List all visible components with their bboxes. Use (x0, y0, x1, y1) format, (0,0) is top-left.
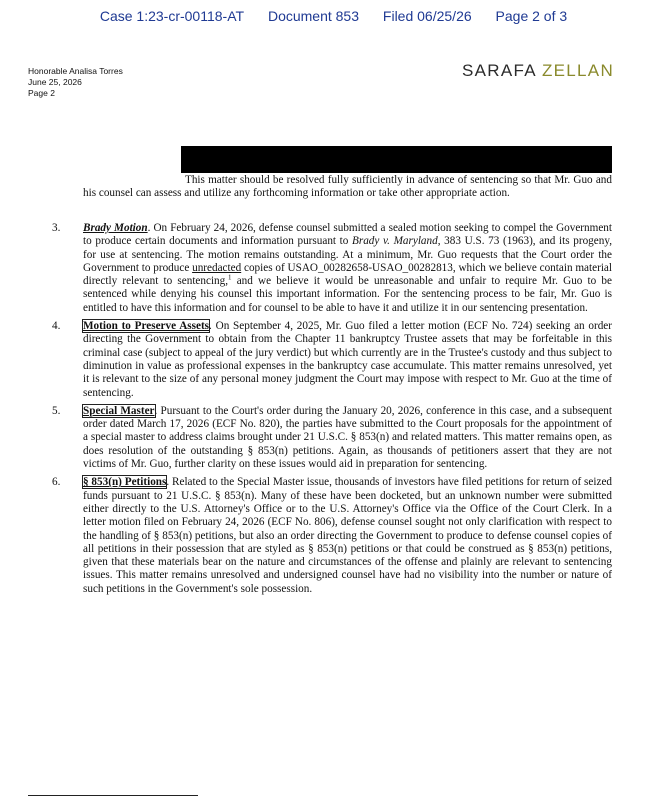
recipient-name: Honorable Analisa Torres (28, 66, 123, 76)
letter-date: June 25, 2026 (28, 77, 82, 87)
case-citation: Brady v. Maryland (352, 235, 438, 248)
footnote-marker: 1 (228, 273, 232, 282)
redaction-bar (181, 146, 612, 173)
list-item-motion-to-preserve-assets (52, 320, 612, 400)
list-item-brady-motion (52, 222, 612, 315)
letterhead-recipient-block (28, 66, 123, 99)
logo-part-2: ZELLAN (535, 61, 615, 80)
item-number: 3. (52, 222, 61, 234)
heading-suffix: . (166, 476, 170, 489)
underlined-term: unredacted (192, 261, 242, 274)
item-number: 5. (52, 404, 61, 417)
document-number: Document 853 (267, 8, 360, 24)
footnote-divider (28, 795, 198, 796)
item-body: Related to the Special Master issue, thousands of investors have filed petitions for return of seized funds pursuant to 21 U.S.C. § 853(n). Many of these have been docketed, but an unknown number were submitted either directly to the U.S. Attorney's Office or to the U.S. Attorney's Office via the Office of the Court Clerk. In a letter motion filed on February 24, 2026 (ECF No. 806), defense counsel sought not only clarification with respect to the handling of § 853(n) petitions, but also an order directing the Government to produce to defense counsel copies of all petitions in their possession that are styled as § 853(n) petitions or that could be construed as § 853(n) petitions, given that these materials bear on the nature and circumstances of the offense and plainly are relevant to sentencing issues. This matter remains unresolved and undersigned counsel have had no visibility into the number or nature of such petitions in the Government's sole possession. (83, 476, 612, 595)
continuation-paragraph (83, 174, 612, 201)
heading-suffix: . (209, 320, 212, 333)
list-item-853n-petitions (52, 476, 612, 596)
item-body-part: copies of USAO_00282658-USAO_00282813, which we believe contain material directly relevant to sentencing, (83, 261, 613, 288)
item-number: 4. (52, 320, 61, 333)
item-number: 6. (52, 476, 61, 489)
item-body-part: , 383 U.S. 73 (1963), and its progeny, for use at sentencing. The motion remains outstanding. At a minimum, Mr. Guo requests that the Court order the Government to produce (83, 235, 612, 274)
item-body: On September 4, 2025, Mr. Guo filed a letter motion (ECF No. 724) seeking an order directing the Government to obtain from the Chapter 11 bankruptcy Trustee assets that may be forfeitable in this criminal case (subject to appeal of the jury verdict) but which currently are in the Trustee's custody and thus subject to diminution in value as professional expenses in the bankruptcy case accumulate. This matter remains unresolved, yet it is relevant to the size of any personal money judgment the Court may impose with respect to Mr. Guo at the time of sentencing. (83, 320, 612, 399)
item-heading: § 853(n) Petitions (83, 476, 167, 489)
item-body-part: On February 24, 2026, defense counsel submitted a sealed motion seeking to compel the Government to produce certain documents and information pursuant to (83, 222, 612, 248)
item-heading: Special Master (83, 404, 155, 417)
ecf-header (0, 8, 667, 24)
case-number: Case 1:23-cr-00118-AT (99, 8, 245, 24)
page-count: Page 2 of 3 (495, 8, 568, 24)
list-item-special-master (52, 405, 612, 471)
logo-part-1: SARAFA (462, 61, 536, 80)
item-heading: Motion to Preserve Assets (83, 320, 210, 333)
item-body: Pursuant to the Court's order during the January 20, 2026, conference in this case, and a subsequent order dated March 17, 2026 (ECF No. 820), the parties have submitted to the Court proposals for the appointment of a special master to address claims brought under 21 U.S.C. § 853(n) and related matters. This matter remains open, as does resolution of the outstanding § 853(n) petitions. Again, as thousands of petitioners assert that they are not victims of Mr. Guo, further clarity on these issues would aid in preparation for sentencing. (83, 404, 612, 471)
item-heading: Brady Motion (83, 222, 148, 234)
numbered-items-list (52, 222, 612, 601)
heading-suffix: . (154, 404, 158, 417)
continuation-text: This matter should be resolved fully sufficiently in advance of sentencing so that Mr. Guo and his counsel can assess and utilize any forthcoming information or take other appropriate action. (83, 174, 612, 200)
item-body-part: and we believe it would be unreasonable and unfair to require Mr. Guo to be sentenced while denying his counsel this important information. For the sentencing process to be fair, Mr. Guo is entitled to have this information and for counsel to be able to have it and utilize it in our sentencing presentation. (83, 275, 612, 314)
firm-logo (462, 61, 614, 81)
heading-suffix: . (147, 222, 151, 234)
filed-date: Filed 06/25/26 (382, 8, 472, 24)
letter-page: Page 2 (28, 88, 55, 98)
